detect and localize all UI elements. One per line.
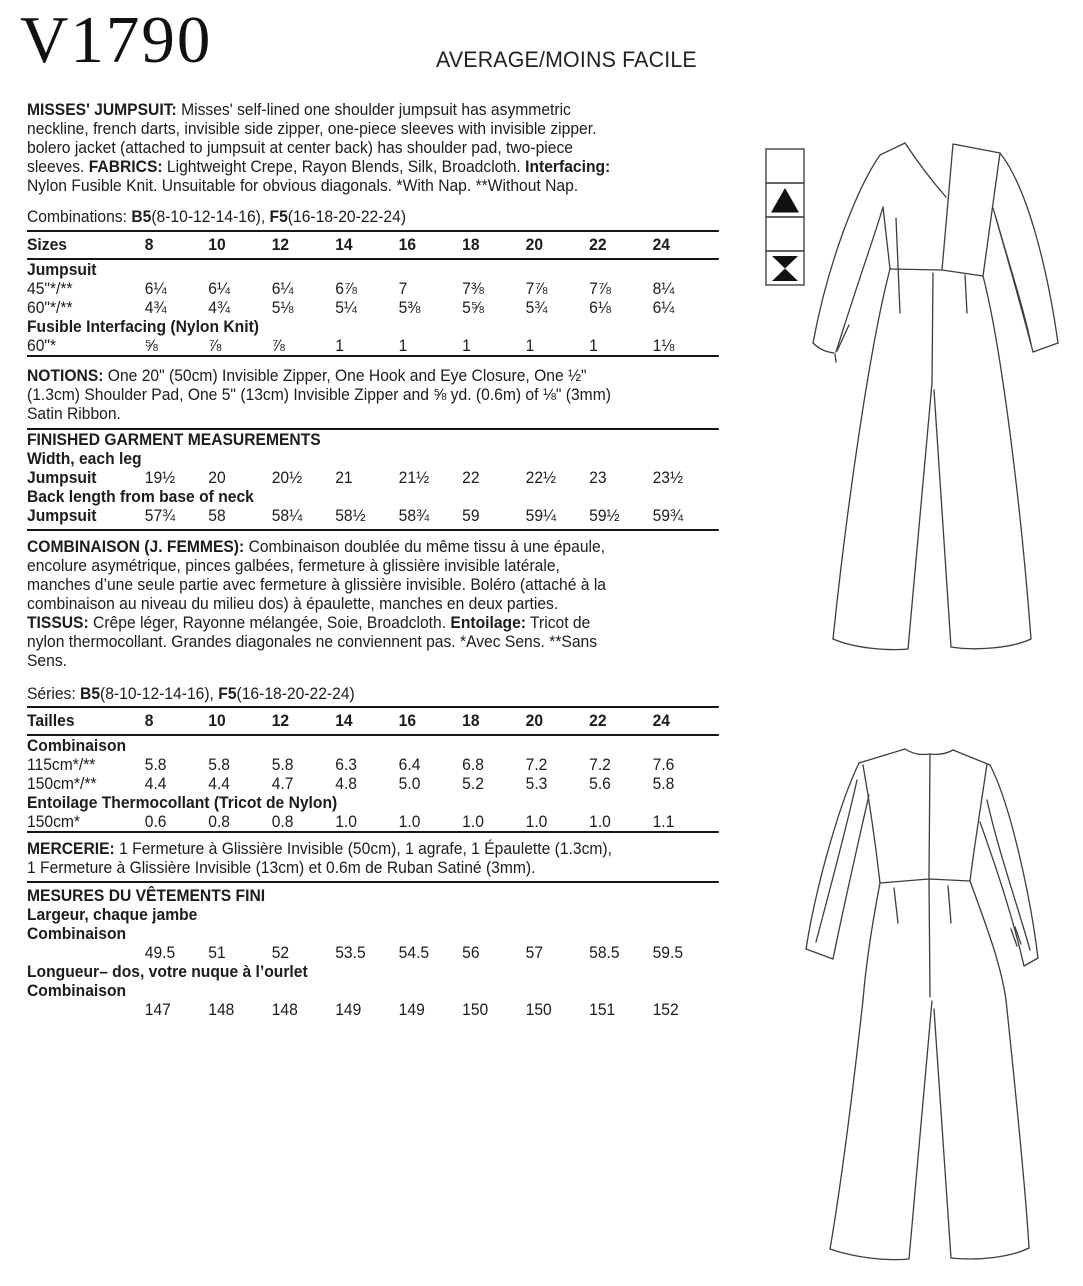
table-cell: 21½ [398, 468, 430, 487]
table-cell: 22 [462, 468, 480, 487]
back-view-illustration [806, 749, 1038, 1260]
table-row-label: 150cm*/** [27, 774, 97, 793]
table-cell: 24 [652, 711, 671, 730]
table-section-label: Combinaison [27, 736, 127, 755]
table-section-label: Longueur– dos, votre nuque à l’ourlet [27, 962, 308, 981]
back-shoulders [859, 749, 990, 765]
table-cell: 19½ [144, 468, 176, 487]
table-header-row [27, 232, 719, 260]
table-cell: 6.3 [335, 755, 357, 774]
table-section-label: Combinaison [27, 924, 127, 943]
table-cell: 8 [144, 711, 154, 730]
front-left-cuff [813, 343, 834, 353]
english-description: MISSES' JUMPSUIT: Misses' self-lined one shoulder jumpsuit has asymmetric neckline, french darts, invisible side zipper, one-piece sleeves with invisible zipper. bolero jacket (attached to jumpsuit at center back) has shoulder pad, two-piece sleeves. FABRICS: Lightweight Crepe, Rayon Blends, Silk, Broadcloth. Interfacing: Nylon Fusible Knit. Unsuitable for obvious diagonals. *With Nap. **Without Nap. [27, 100, 611, 195]
table-cell: 5.8 [652, 774, 675, 793]
table-cell: 22 [589, 235, 607, 254]
nap-cell-blank-1 [766, 149, 804, 183]
table-cell: 150 [525, 1000, 552, 1019]
table-cell: 5.6 [589, 774, 611, 793]
back-right-sleeve-seam [987, 800, 1030, 950]
nap-symbols-legend [766, 149, 804, 285]
table-row-label [27, 943, 145, 962]
table-row-label: Jumpsuit [27, 506, 97, 525]
front-darts [896, 218, 967, 313]
table-cell: 59 [462, 506, 480, 525]
table-cell: 6⅛ [589, 298, 611, 317]
table-cell: 5.0 [398, 774, 421, 793]
front-center-seam [932, 273, 933, 383]
table-cell: 24 [652, 235, 671, 254]
back-jacket-sides [863, 764, 987, 883]
table-cell: 0.8 [208, 812, 230, 831]
table-cell: 5.3 [525, 774, 548, 793]
table-cell: 1.0 [589, 812, 611, 831]
front-left-hem [833, 639, 908, 650]
front-right-leg-inner [934, 390, 951, 647]
table-row-label: 150cm* [27, 812, 81, 831]
front-waist-seam [890, 269, 942, 270]
table-cell: 53.5 [335, 943, 366, 962]
front-left-cuff-zipper [835, 325, 849, 362]
table-cell: 0.8 [271, 812, 294, 831]
table-cell: 1 [589, 336, 598, 355]
table-cell: 56 [462, 943, 480, 962]
table-section-label: MESURES DU VÊTEMENTS FINI [27, 886, 266, 905]
table-cell: ⅝ [144, 336, 158, 355]
table-cell: 59½ [589, 506, 620, 525]
back-right-sleeve-outer [990, 765, 1038, 958]
mercerie-paragraph: MERCERIE: 1 Fermeture à Glissière Invisible (50cm), 1 agrafe, 1 Épaulette (1.3cm), 1 Fermeture à Glissière Invisible (13cm) et 0.6m de Ruban Satiné (3mm). [27, 839, 612, 877]
table-section-label: Combinaison [27, 981, 127, 1000]
table-cell: 7 [398, 279, 408, 298]
table-cell: 22½ [525, 468, 557, 487]
table-cell: 6⅞ [335, 279, 357, 298]
table-cell: 4.4 [144, 774, 167, 793]
front-view-illustration [813, 143, 1058, 650]
nap-cell-triangle [766, 183, 804, 217]
table-section-label: Width, each leg [27, 449, 142, 468]
front-right-leg-outer [983, 276, 1031, 639]
back-left-hem [830, 1249, 909, 1260]
back-right-hem [951, 1248, 1029, 1259]
back-center-seam [929, 754, 930, 997]
table-cell: 6¼ [208, 279, 230, 298]
table-cell: 12 [271, 235, 290, 254]
table-cell: 59¾ [652, 506, 684, 525]
table-cell: 59.5 [652, 943, 684, 962]
table-section-label: Jumpsuit [27, 260, 97, 279]
table-row-label: 60"*/** [27, 298, 73, 317]
table-cell: 7.6 [652, 755, 675, 774]
table-cell: 5¼ [335, 298, 357, 317]
combinations-line: Combinations: B5(8-10-12-14-16), F5(16-18-20-22-24) [27, 207, 407, 226]
table-row [27, 298, 719, 317]
table-cell: 6¼ [144, 279, 167, 298]
table-cell: 1.0 [462, 812, 484, 831]
nap-cell-hourglass [766, 251, 804, 285]
table-cell: 16 [398, 235, 417, 254]
table-cell: 0.6 [144, 812, 167, 831]
table-cell: 1 [525, 336, 535, 355]
table-cell: ⅞ [271, 336, 285, 355]
french-description: COMBINAISON (J. FEMMES): Combinaison doublée du même tissu à une épaule, encolure asymétrique, pinces galbées, fermeture à glissière invisible latérale, manches d’une seule partie avec fermeture à glissière invisible. Boléro (attaché à la combinaison au niveau du milieu dos) à épaulette, manches en deux parties. TISSUS: Crêpe léger, Rayonne mélangée, Soie, Broadcloth. Entoilage: Tricot de nylon thermocollant. Grandes diagonales ne conviennent pas. *Avec Sens. **Sans Sens. [27, 537, 606, 670]
table-cell: 1 [335, 336, 344, 355]
table-cell: 20 [525, 711, 544, 730]
table-cell: 4.8 [335, 774, 357, 793]
table-cell: 5⅜ [398, 298, 421, 317]
back-left-sleeve-inner [833, 795, 869, 959]
table-cell: 6¼ [271, 279, 294, 298]
front-left-sleeve-inner [836, 207, 883, 352]
table-cell: 57 [525, 943, 544, 962]
table-cell: 4¾ [208, 298, 230, 317]
table-cell: 58½ [335, 506, 366, 525]
table-cell: 7⅞ [525, 279, 548, 298]
table-row [27, 506, 719, 525]
table-cell: 1.0 [398, 812, 421, 831]
table-row-label: Tailles [27, 711, 75, 730]
table-cell: 16 [398, 711, 417, 730]
table-cell: 23½ [652, 468, 684, 487]
table-cell: 1⅛ [652, 336, 675, 355]
table-cell: 1.0 [525, 812, 548, 831]
table-cell: 152 [652, 1000, 679, 1019]
back-left-sleeve-seam [816, 780, 857, 942]
front-right-sleeve-outer [1000, 153, 1058, 343]
table-cell: 148 [208, 1000, 235, 1019]
table-cell: 49.5 [144, 943, 176, 962]
nap-cell-blank-2 [766, 217, 804, 251]
table-cell: 58 [208, 506, 226, 525]
table-cell: 20 [525, 235, 544, 254]
table-section-label: Entoilage Thermocollant (Tricot de Nylon) [27, 793, 338, 812]
table-cell: 54.5 [398, 943, 430, 962]
pattern-number: V1790 [20, 3, 213, 77]
front-bodice-left-side [883, 207, 890, 269]
front-right-sleeve-seam [996, 218, 1031, 344]
back-darts [894, 886, 951, 923]
table-section-label: FINISHED GARMENT MEASUREMENTS [27, 430, 321, 449]
front-right-sleeve-inner [993, 208, 1033, 352]
table-cell: 14 [335, 711, 353, 730]
table-cell: 14 [335, 235, 353, 254]
table-row-label [27, 1000, 145, 1019]
table-cell: 5.8 [144, 755, 167, 774]
table-row [27, 336, 719, 355]
table-row-label: 60"* [27, 336, 57, 355]
table-cell: 147 [144, 1000, 171, 1019]
back-left-cuff [806, 949, 833, 959]
table-cell: 8¼ [652, 279, 675, 298]
front-left-leg-outer [833, 269, 890, 639]
without-nap-hourglass-icon [772, 256, 798, 281]
table-section-label: Largeur, chaque jambe [27, 905, 198, 924]
front-left-leg-inner [908, 383, 932, 649]
table-cell: 5.8 [271, 755, 294, 774]
table-cell: 5⅝ [462, 298, 484, 317]
table-row-label: 45"*/** [27, 279, 73, 298]
table-cell: 7.2 [525, 755, 548, 774]
table-row [27, 774, 719, 793]
front-right-cuff [1033, 343, 1058, 352]
table-row [27, 755, 719, 774]
english-finished-measurements-table [27, 428, 719, 531]
back-left-sleeve-outer [806, 763, 859, 949]
back-right-sleeve-inner [980, 822, 1024, 966]
french-finished-measurements-table [27, 881, 719, 1019]
table-cell: 21 [335, 468, 353, 487]
table-cell: 149 [335, 1000, 362, 1019]
table-cell: 10 [208, 711, 226, 730]
table-row [27, 812, 719, 831]
table-cell: ⅞ [208, 336, 222, 355]
table-cell: 20 [208, 468, 226, 487]
table-cell: 7⅜ [462, 279, 484, 298]
table-cell: 151 [589, 1000, 616, 1019]
table-cell: 22 [589, 711, 607, 730]
french-size-table [27, 706, 719, 833]
table-cell: 58¾ [398, 506, 430, 525]
table-cell: 6.4 [398, 755, 421, 774]
table-cell: 7⅞ [589, 279, 611, 298]
text-column [27, 100, 719, 1019]
table-cell: 51 [208, 943, 226, 962]
table-cell: 59¼ [525, 506, 557, 525]
table-cell: 150 [462, 1000, 489, 1019]
table-cell: 7.2 [589, 755, 611, 774]
table-cell: 5.2 [462, 774, 484, 793]
back-body-sides [830, 881, 1029, 1249]
table-cell: 148 [271, 1000, 298, 1019]
table-cell: 4.7 [271, 774, 294, 793]
table-cell: 52 [271, 943, 290, 962]
table-cell: 4.4 [208, 774, 230, 793]
table-cell: 12 [271, 711, 290, 730]
table-row-label: Sizes [27, 235, 68, 254]
table-cell: 58.5 [589, 943, 620, 962]
front-shoulder-left [880, 143, 905, 155]
with-nap-triangle-icon [771, 188, 799, 213]
table-cell: 1 [462, 336, 471, 355]
table-row [27, 1000, 719, 1019]
table-cell: 6¼ [652, 298, 675, 317]
back-inner-legs [909, 1001, 951, 1259]
table-cell: 10 [208, 235, 226, 254]
table-cell: 1 [398, 336, 408, 355]
table-row-label: 115cm*/** [27, 755, 96, 774]
table-cell: 18 [462, 235, 480, 254]
table-cell: 4¾ [144, 298, 167, 317]
series-line: Séries: B5(8-10-12-14-16), F5(16-18-20-22-24) [27, 684, 355, 703]
table-cell: 23 [589, 468, 607, 487]
table-cell: 57¾ [144, 506, 176, 525]
table-row [27, 943, 719, 962]
table-section-label: Fusible Interfacing (Nylon Knit) [27, 317, 259, 336]
front-left-sleeve-outer [813, 155, 880, 343]
table-cell: 5⅛ [271, 298, 294, 317]
front-neckline-curve [905, 143, 946, 197]
back-jacket-hem [880, 879, 970, 883]
back-right-cuff-zipper [1011, 927, 1021, 946]
table-cell: 149 [398, 1000, 425, 1019]
table-cell: 20½ [271, 468, 303, 487]
table-row [27, 468, 719, 487]
table-cell: 1.0 [335, 812, 357, 831]
english-size-table [27, 230, 719, 357]
back-neckline [905, 749, 953, 754]
notions-paragraph: NOTIONS: One 20" (50cm) Invisible Zipper, One Hook and Eye Closure, One ½" (1.3cm) Shoulder Pad, One 5" (13cm) Invisible Zipper and ⅝ yd. (0.6m) of ⅛" (3mm) Satin Ribbon. [27, 366, 611, 423]
table-cell: 1.1 [652, 812, 675, 831]
table-row-label: Jumpsuit [27, 468, 97, 487]
table-section-label: Back length from base of neck [27, 487, 254, 506]
table-row [27, 279, 719, 298]
table-cell: 6.8 [462, 755, 484, 774]
table-cell: 5¾ [525, 298, 548, 317]
front-band-edges [942, 144, 1000, 276]
difficulty-label: AVERAGE/MOINS FACILE [436, 47, 697, 72]
front-right-hem [951, 639, 1031, 649]
table-cell: 5.8 [208, 755, 230, 774]
table-cell: 8 [144, 235, 154, 254]
table-cell: 18 [462, 711, 480, 730]
back-right-cuff [1024, 958, 1038, 966]
table-header-row [27, 708, 719, 736]
table-cell: 58¼ [271, 506, 303, 525]
